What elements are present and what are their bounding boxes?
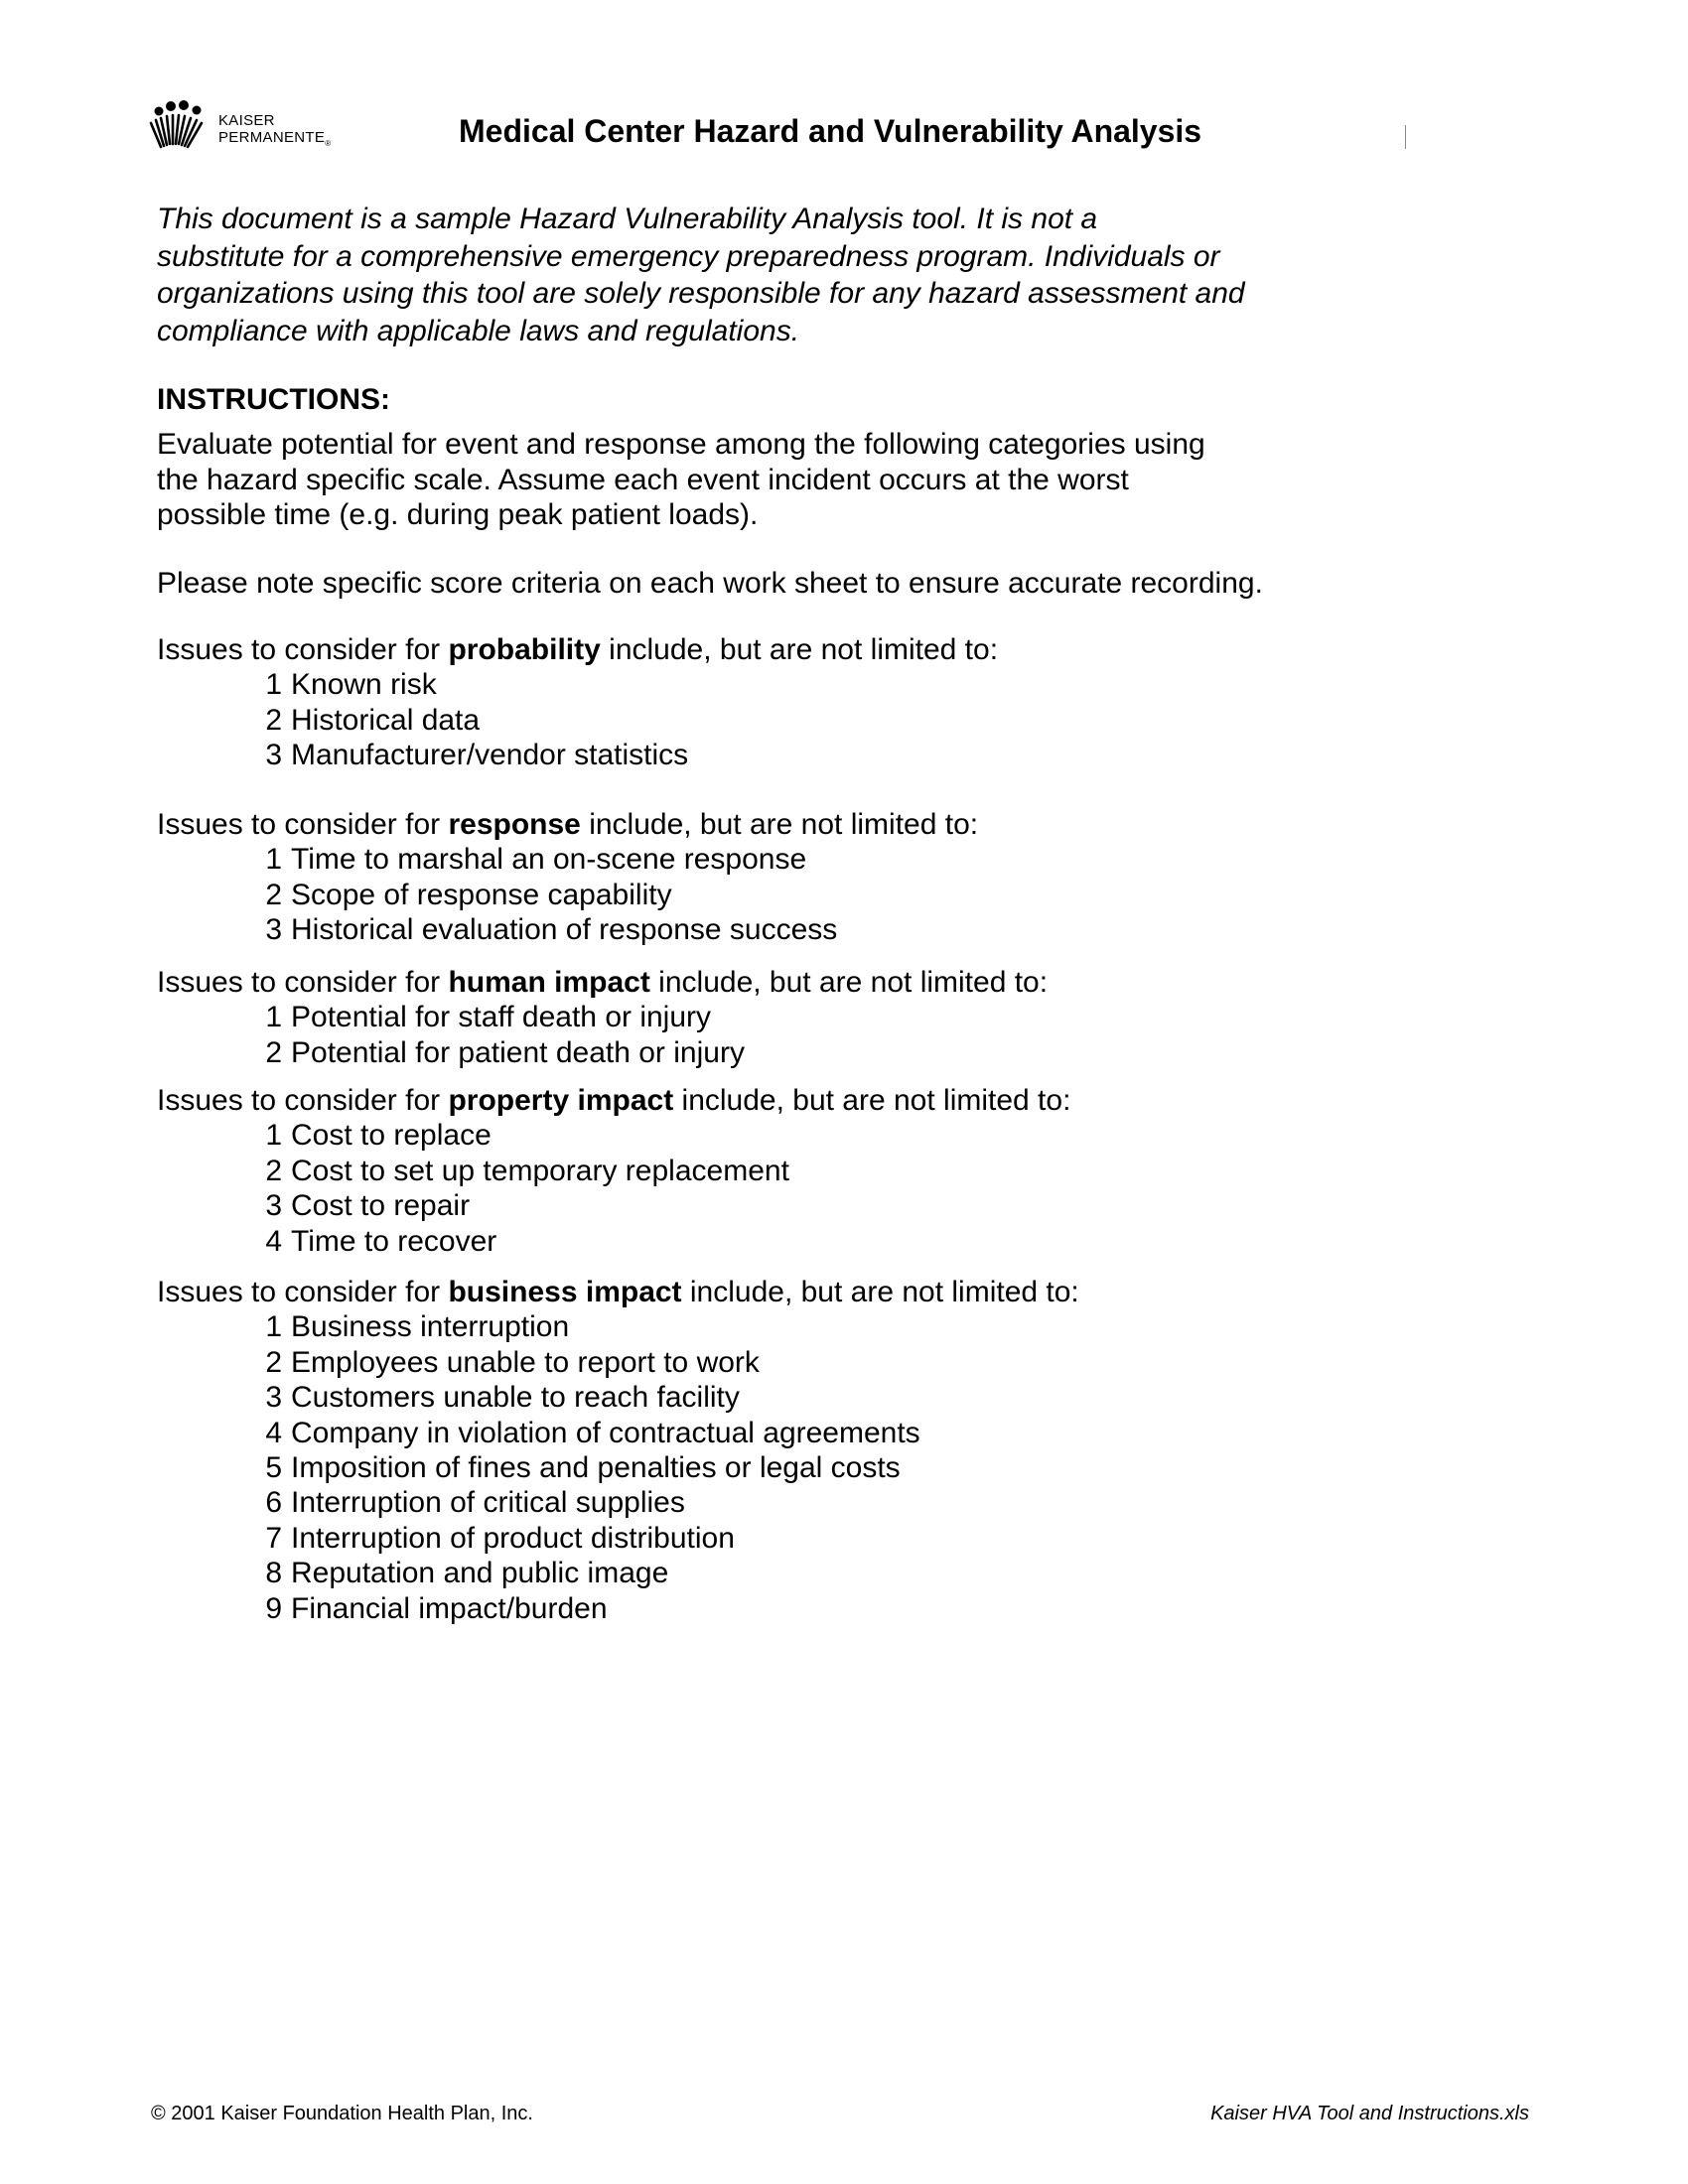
- section-business-impact: [157, 1275, 1079, 1626]
- list-item: 5 Imposition of fines and penalties or legal costs: [265, 1451, 901, 1485]
- section-keyword: probability: [448, 633, 601, 666]
- list-item: 3 Cost to repair: [265, 1189, 471, 1223]
- issue-list: [157, 842, 978, 947]
- list-item: 1 Time to marshal an on-scene response: [265, 843, 807, 877]
- list-item: 9 Financial impact/burden: [265, 1591, 608, 1625]
- disclaimer-line: organizations using this tool are solely responsible for any hazard assessment and: [157, 277, 1245, 310]
- page-title: Medical Center Hazard and Vulnerability Analysis: [459, 113, 1202, 149]
- list-item: 2 Employees unable to report to work: [265, 1345, 760, 1379]
- kaiser-permanente-logo: [147, 99, 360, 155]
- logo-figures-icon: [147, 99, 211, 155]
- section-probability: [157, 632, 998, 773]
- edge-mark: [1405, 125, 1406, 149]
- list-item: 1 Known risk: [265, 668, 437, 702]
- section-intro: Issues to consider for business impact include, but are not limited to:: [157, 1276, 1079, 1308]
- section-intro: Issues to consider for response include, but are not limited to:: [157, 808, 979, 841]
- section-human-impact: [157, 965, 1048, 1070]
- section-keyword: property impact: [448, 1084, 674, 1117]
- list-item: 7 Interruption of product distribution: [265, 1521, 735, 1555]
- logo-line-permanente: $PERMANENTE_®$: [218, 129, 332, 148]
- disclaimer-line: This document is a sample Hazard Vulnerability Analysis tool. It is not a: [157, 203, 1098, 235]
- list-item: 4 Time to recover: [265, 1224, 497, 1258]
- issue-list: [157, 1000, 1048, 1070]
- section-intro: Issues to consider for probability include, but are not limited to:: [157, 633, 999, 666]
- instructions-line: the hazard specific scale. Assume each event incident occurs at the worst: [157, 463, 1129, 496]
- list-item: 1 Potential for staff death or injury: [265, 1001, 712, 1034]
- instructions-line: Evaluate potential for event and response among the following categories using: [157, 428, 1205, 461]
- section-keyword: human impact: [448, 966, 650, 999]
- instructions-body: [157, 427, 1205, 533]
- issue-list: [157, 1309, 1079, 1626]
- list-item: 2 Historical data: [265, 703, 481, 737]
- list-item: 3 Manufacturer/vendor statistics: [265, 739, 689, 772]
- list-item: 2 Scope of response capability: [265, 878, 672, 911]
- logo-text: [218, 112, 331, 152]
- list-item: 3 Customers unable to reach facility: [265, 1381, 740, 1415]
- list-item: 2 Potential for patient death or injury: [265, 1035, 745, 1069]
- section-keyword: business impact: [448, 1276, 682, 1308]
- list-item: 6 Interruption of critical supplies: [265, 1486, 685, 1520]
- section-intro: Issues to consider for human impact include, but are not limited to:: [157, 966, 1049, 999]
- list-item: 2 Cost to set up temporary replacement: [265, 1154, 789, 1187]
- list-item: 3 Historical evaluation of response success: [265, 913, 838, 947]
- instructions-heading: INSTRUCTIONS:: [157, 383, 390, 416]
- list-item: 1 Cost to replace: [265, 1119, 492, 1153]
- disclaimer-line: substitute for a comprehensive emergency preparedness program. Individuals or: [157, 239, 1220, 273]
- instructions-line: possible time (e.g. during peak patient loads).: [157, 498, 759, 531]
- section-keyword: response: [448, 808, 581, 841]
- section-response: [157, 807, 978, 948]
- disclaimer-paragraph: [157, 201, 1368, 349]
- instructions-note: Please note specific score criteria on each work sheet to ensure accurate recording.: [157, 567, 1263, 600]
- issue-list: [157, 667, 998, 772]
- logo-line-kaiser: KAISER: [218, 112, 275, 129]
- footer-filename: Kaiser HVA Tool and Instructions.xls: [1210, 2103, 1529, 2124]
- list-item: 4 Company in violation of contractual agreements: [265, 1416, 920, 1449]
- section-intro: Issues to consider for property impact include, but are not limited to:: [157, 1084, 1071, 1117]
- issue-list: [157, 1118, 1070, 1259]
- section-property-impact: [157, 1083, 1070, 1259]
- list-item: 8 Reputation and public image: [265, 1557, 669, 1590]
- footer-copyright: © 2001 Kaiser Foundation Health Plan, Inc.: [151, 2103, 533, 2124]
- list-item: 1 Business interruption: [265, 1310, 570, 1344]
- disclaimer-line: compliance with applicable laws and regulations.: [157, 314, 800, 347]
